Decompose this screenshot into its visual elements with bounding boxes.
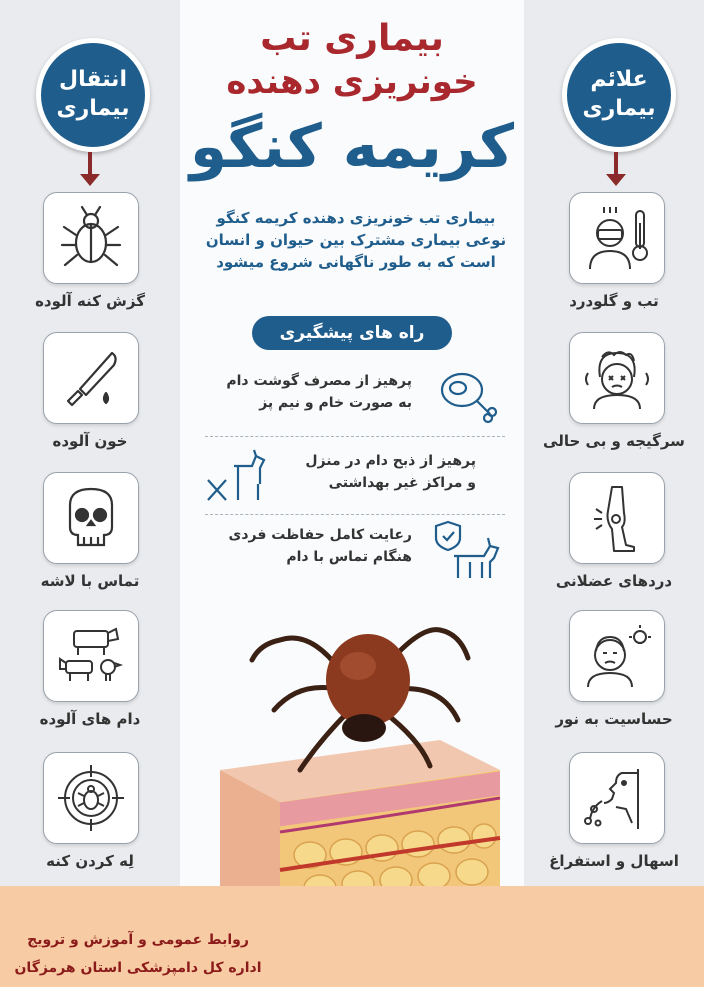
prevention-protection-line1: رعایت کامل حفاظت فردی xyxy=(228,527,412,543)
light-sensitivity-icon xyxy=(582,621,652,691)
vomit-icon xyxy=(582,763,652,833)
dizzy-icon xyxy=(582,343,652,413)
prevention-slaughter-line1: پرهیز از ذبح دام در منزل xyxy=(305,453,476,469)
prevention-protection-line2: هنگام تماس با دام xyxy=(286,549,412,566)
symptoms-heading-line2: بیماری xyxy=(582,96,656,121)
transmission-label-blood: خون آلوده xyxy=(52,432,128,450)
symptom-card-muscle xyxy=(569,472,665,564)
symptom-label-muscle: دردهای عضلانی xyxy=(555,572,673,590)
symptom-card-light xyxy=(569,610,665,702)
transmission-heading-line1: انتقال xyxy=(59,67,127,93)
livestock-icon xyxy=(56,621,126,691)
carcass-icon xyxy=(56,483,126,553)
transmission-arrow-icon xyxy=(88,152,92,178)
transmission-card-blood xyxy=(43,332,139,424)
transmission-card-bite xyxy=(43,192,139,284)
tick-body xyxy=(326,634,410,726)
prevention-meat-line1: پرهیز از مصرف گوشت دام xyxy=(226,373,412,389)
knife-icon xyxy=(56,343,126,413)
intro-line2: نوعی بیماری مشترک بین حیوان و انسان xyxy=(205,230,507,249)
symptom-label-fever: تب و گلودرد xyxy=(569,292,659,310)
symptoms-arrow-icon xyxy=(614,152,618,178)
symptoms-heading xyxy=(562,38,676,152)
transmission-heading xyxy=(36,38,150,152)
intro-text xyxy=(200,208,512,273)
divider xyxy=(205,436,505,437)
transmission-card-livestock xyxy=(43,610,139,702)
transmission-label-livestock: دام های آلوده xyxy=(39,710,141,728)
tick-head xyxy=(342,714,386,742)
no-slaughter-icon xyxy=(204,444,274,508)
title-line3: کریمه کنگو xyxy=(189,112,515,182)
transmission-label-bite: گزش کنه آلوده xyxy=(35,292,145,310)
intro-line3: است که به طور ناگهانی شروع میشود xyxy=(216,252,496,271)
symptom-label-light: حساسیت به نور xyxy=(555,710,673,728)
symptom-card-vomit xyxy=(569,752,665,844)
prevention-heading: راه های پیشگیری xyxy=(252,316,452,350)
bug-icon xyxy=(56,203,126,273)
symptom-card-dizzy xyxy=(569,332,665,424)
symptoms-heading-line1: علائم xyxy=(590,67,648,93)
prevention-slaughter-line2: و مراکز غیر بهداشتی xyxy=(328,475,476,492)
muscle-pain-icon xyxy=(582,483,652,553)
transmission-card-crush xyxy=(43,752,139,844)
title-line2: خونریزی دهنده xyxy=(226,62,478,102)
transmission-heading-line2: بیماری xyxy=(56,96,130,121)
symptom-label-vomit: اسهال و استفراغ xyxy=(549,852,679,870)
footer-line2: اداره کل دامپزشکی استان هرمزگان xyxy=(14,960,262,976)
symptom-card-fever xyxy=(569,192,665,284)
footer-line1: روابط عمومی و آموزش و ترویج xyxy=(27,932,249,948)
prevention-meat-line2: به صورت خام و نیم پز xyxy=(259,395,412,412)
symptom-label-dizzy: سرگیجه و بی حالی xyxy=(543,432,685,450)
prevention-item-meat xyxy=(200,364,512,428)
target-bug-icon xyxy=(56,763,126,833)
divider xyxy=(205,514,505,515)
title-line1: بیماری تب xyxy=(260,18,444,59)
fever-icon xyxy=(582,203,652,273)
tick-on-skin-illustration xyxy=(190,570,510,910)
prevention-item-slaughter xyxy=(200,444,512,508)
transmission-label-crush: لِه کردن کنه xyxy=(46,852,134,870)
transmission-card-carcass xyxy=(43,472,139,564)
transmission-label-carcass: تماس با لاشه xyxy=(40,572,140,590)
meat-icon xyxy=(434,364,504,428)
intro-line1: بیماری تب خونریزی دهنده کریمه کنگو xyxy=(216,209,496,227)
